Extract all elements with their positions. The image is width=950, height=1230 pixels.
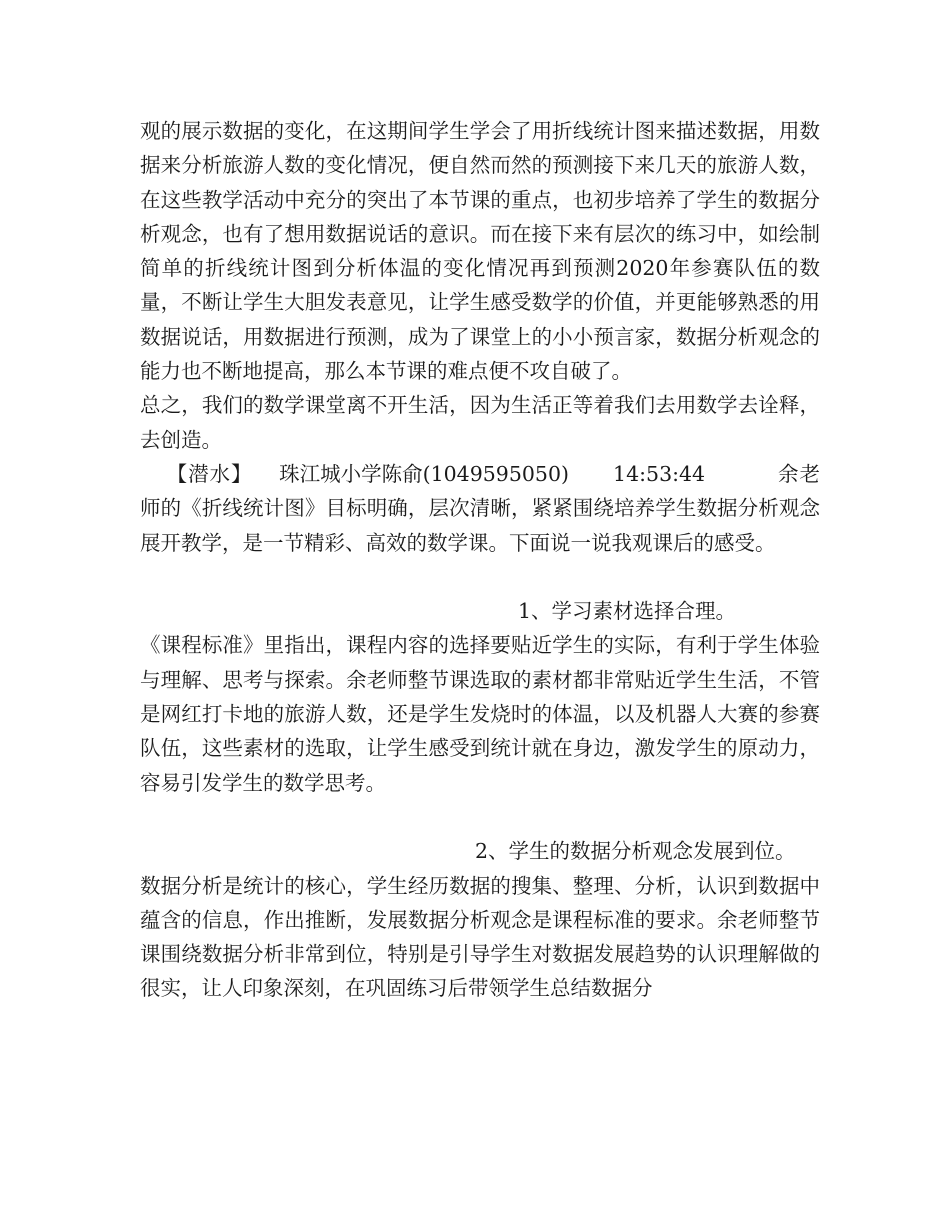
post-text: 余老师的《折线统计图》目标明确，层次清晰，紧紧围绕培养学生数据分析观念展开教学，是一节精彩、高效的数学课。下面说一说我观课后的感受。 — [140, 461, 821, 555]
chat-post — [140, 457, 820, 560]
summary-paragraph: 总之，我们的数学课堂离不开生活，因为生活正等着我们去用数学去诠释，去创造。 — [140, 393, 820, 452]
intro-paragraph: 观的展示数据的变化，在这期间学生学会了用折线统计图来描述数据，用数据来分析旅游人数的变化情况，便自然而然的预测接下来几天的旅游人数，在这些教学活动中充分的突出了本节课的重点，也初步培养了学生的数据分析观念，也有了想用数据说话的意识。而在接下来有层次的练习中，如绘制简单的折线统计图到分析体温的变化情况再到预测2020年参赛队伍的数量，不断让学生大胆发表意见，让学生感受数学的价值，并更能够熟悉的用数据说话，用数据进行预测，成为了课堂上的小小预言家，数据分析观念的能力也不断地提高，那么本节课的难点便不攻自破了。 — [140, 119, 820, 384]
blank-line — [140, 800, 820, 834]
post-time: 14:53:44 — [613, 461, 706, 486]
post-author: 珠江城小学陈俞(1049595050) — [279, 461, 570, 486]
document-body — [140, 114, 820, 1006]
section-1-paragraph: 《课程标准》里指出，课程内容的选择要贴近学生的实际，有利于学生体验与理解、思考与探索。余老师整节课选取的素材都非常贴近学生生活，不管是网红打卡地的旅游人数，还是学生发烧时的体温，以及机器人大赛的参赛队伍，这些素材的选取，让学生感受到统计就在身边，激发学生的原动力，容易引发学生的数学思考。 — [140, 633, 820, 795]
section-heading-2: 2、学生的数据分析观念发展到位。 — [475, 839, 796, 864]
section-heading-1: 1、学习素材选择合理。 — [518, 599, 737, 624]
section-2-paragraph: 数据分析是统计的核心，学生经历数据的搜集、整理、分析，认识到数据中蕴含的信息，作出推断，发展数据分析观念是课程标准的要求。余老师整节课围绕数据分析非常到位，特别是引导学生对数据发展趋势的认识理解做的很实，让人印象深刻，在巩固练习后带领学生总结数据分 — [140, 873, 820, 1001]
blank-line — [140, 560, 820, 594]
post-tag: 【潜水】 — [166, 461, 253, 486]
